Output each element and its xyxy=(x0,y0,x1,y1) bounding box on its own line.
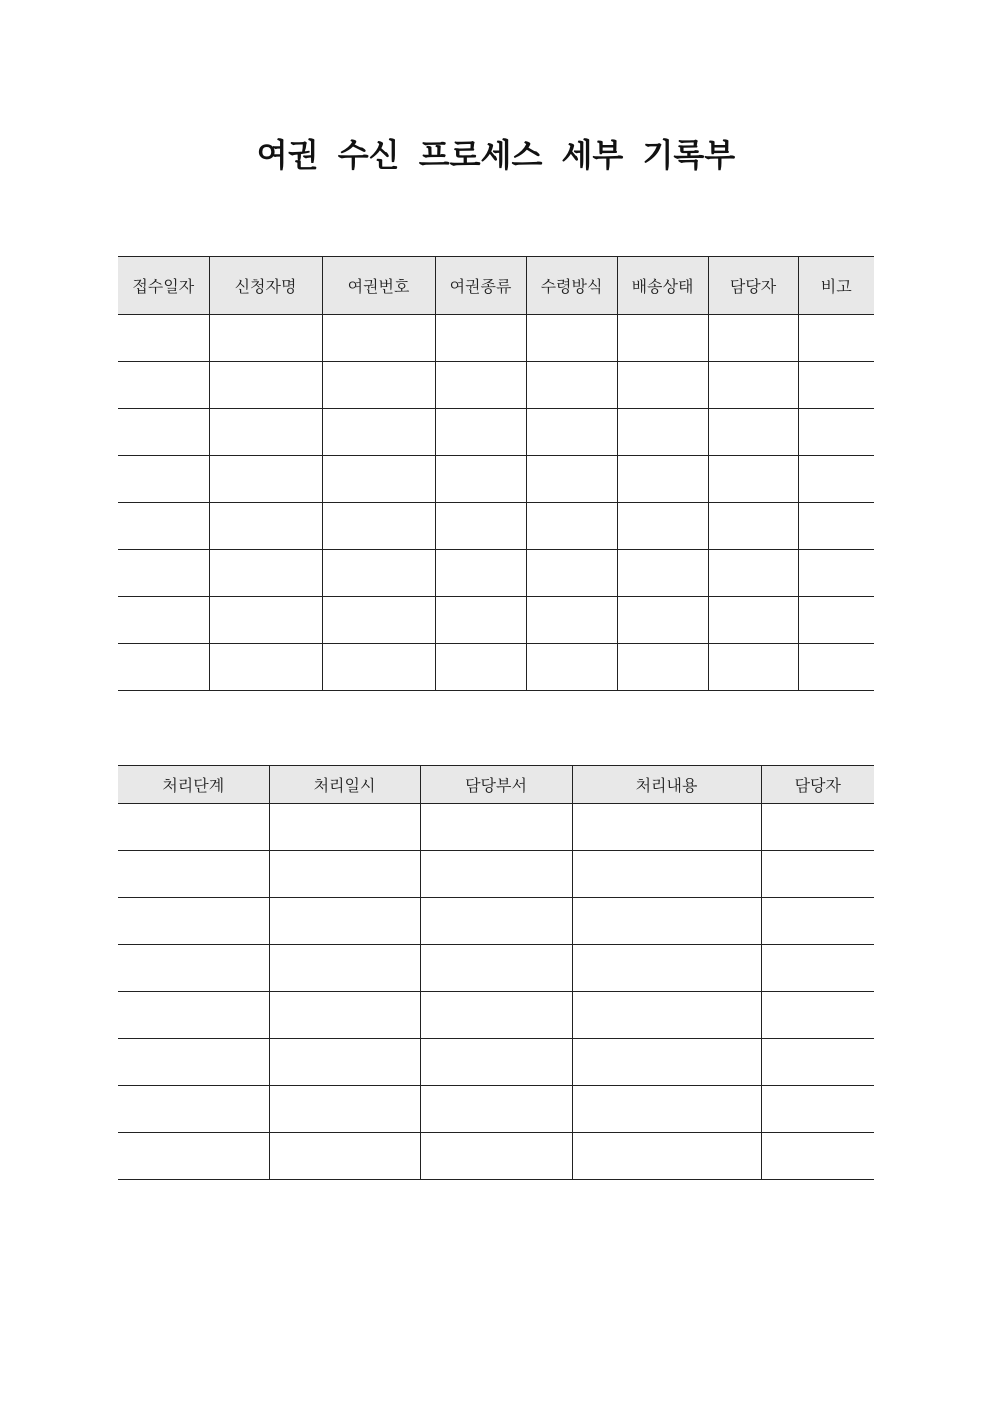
table-cell[interactable] xyxy=(761,1086,874,1133)
table-cell[interactable] xyxy=(617,409,708,456)
table-cell[interactable] xyxy=(526,503,617,550)
table-cell[interactable] xyxy=(209,409,322,456)
passport-receipt-table xyxy=(118,256,874,691)
table-cell[interactable] xyxy=(209,456,322,503)
table-cell[interactable] xyxy=(435,550,526,597)
table-row xyxy=(118,945,874,992)
table-cell[interactable] xyxy=(322,550,435,597)
table-cell[interactable] xyxy=(118,644,209,691)
table-cell[interactable] xyxy=(209,362,322,409)
table-cell[interactable] xyxy=(572,1039,761,1086)
table-cell[interactable] xyxy=(118,945,269,992)
table-cell[interactable] xyxy=(322,597,435,644)
table-cell[interactable] xyxy=(269,1039,420,1086)
table-cell[interactable] xyxy=(526,456,617,503)
table-cell[interactable] xyxy=(420,851,572,898)
table-row xyxy=(118,362,874,409)
table-cell[interactable] xyxy=(118,1086,269,1133)
table-cell[interactable] xyxy=(617,550,708,597)
process-table-body xyxy=(118,804,874,1180)
table-cell[interactable] xyxy=(617,315,708,362)
table-cell[interactable] xyxy=(708,362,798,409)
table-cell[interactable] xyxy=(572,1133,761,1180)
table-cell[interactable] xyxy=(269,851,420,898)
table-cell[interactable] xyxy=(617,503,708,550)
table-cell[interactable] xyxy=(526,644,617,691)
table-cell[interactable] xyxy=(269,1086,420,1133)
column-header-staff: 담당자 xyxy=(761,766,874,804)
table-cell[interactable] xyxy=(420,1039,572,1086)
column-header-process-stage: 처리단계 xyxy=(118,766,269,804)
table-cell[interactable] xyxy=(435,456,526,503)
processing-history-table xyxy=(118,765,874,1180)
column-header-receive-method: 수령방식 xyxy=(526,257,617,315)
table-cell[interactable] xyxy=(269,992,420,1039)
table-cell[interactable] xyxy=(435,503,526,550)
table-cell[interactable] xyxy=(322,644,435,691)
table-cell[interactable] xyxy=(526,597,617,644)
table-cell[interactable] xyxy=(798,456,874,503)
table-cell[interactable] xyxy=(118,362,209,409)
table-row xyxy=(118,550,874,597)
table-cell[interactable] xyxy=(269,898,420,945)
table-cell[interactable] xyxy=(420,992,572,1039)
table-cell[interactable] xyxy=(118,1039,269,1086)
table-cell[interactable] xyxy=(209,550,322,597)
table-cell[interactable] xyxy=(708,456,798,503)
table-cell[interactable] xyxy=(322,503,435,550)
table-cell[interactable] xyxy=(572,1086,761,1133)
table-cell[interactable] xyxy=(322,409,435,456)
table-cell[interactable] xyxy=(761,804,874,851)
table-header-row xyxy=(118,257,874,315)
column-header-staff: 담당자 xyxy=(708,257,798,315)
table-cell[interactable] xyxy=(322,315,435,362)
column-header-delivery-status: 배송상태 xyxy=(617,257,708,315)
table-cell[interactable] xyxy=(761,1133,874,1180)
column-header-applicant-name: 신청자명 xyxy=(209,257,322,315)
table-cell[interactable] xyxy=(269,945,420,992)
table-cell[interactable] xyxy=(420,1133,572,1180)
table-cell[interactable] xyxy=(526,315,617,362)
table-cell[interactable] xyxy=(118,992,269,1039)
table-cell[interactable] xyxy=(322,362,435,409)
table-row xyxy=(118,1086,874,1133)
column-header-process-details: 처리내용 xyxy=(572,766,761,804)
table-cell[interactable] xyxy=(118,1133,269,1180)
table-row xyxy=(118,851,874,898)
table-cell[interactable] xyxy=(269,1133,420,1180)
table-cell[interactable] xyxy=(209,644,322,691)
table-cell[interactable] xyxy=(708,503,798,550)
table-row xyxy=(118,898,874,945)
table-cell[interactable] xyxy=(761,851,874,898)
table-row xyxy=(118,992,874,1039)
table-cell[interactable] xyxy=(798,409,874,456)
table-cell[interactable] xyxy=(118,409,209,456)
column-header-remarks: 비고 xyxy=(798,257,874,315)
table-cell[interactable] xyxy=(118,456,209,503)
table-cell[interactable] xyxy=(420,945,572,992)
table-cell[interactable] xyxy=(526,362,617,409)
table-cell[interactable] xyxy=(708,315,798,362)
table-row xyxy=(118,503,874,550)
column-header-department: 담당부서 xyxy=(420,766,572,804)
table-cell[interactable] xyxy=(617,597,708,644)
table-cell[interactable] xyxy=(572,804,761,851)
table-cell[interactable] xyxy=(118,315,209,362)
table-cell[interactable] xyxy=(572,945,761,992)
table-row xyxy=(118,644,874,691)
table-cell[interactable] xyxy=(118,898,269,945)
table-cell[interactable] xyxy=(209,503,322,550)
table-cell[interactable] xyxy=(761,945,874,992)
table-cell[interactable] xyxy=(435,362,526,409)
table-cell[interactable] xyxy=(118,851,269,898)
table-cell[interactable] xyxy=(118,597,209,644)
table-row xyxy=(118,409,874,456)
table-cell[interactable] xyxy=(572,851,761,898)
table-cell[interactable] xyxy=(526,409,617,456)
table-cell[interactable] xyxy=(761,1039,874,1086)
table-cell[interactable] xyxy=(420,898,572,945)
table-row xyxy=(118,597,874,644)
table-cell[interactable] xyxy=(118,503,209,550)
table-row xyxy=(118,1039,874,1086)
table-cell[interactable] xyxy=(435,315,526,362)
column-header-passport-type: 여권종류 xyxy=(435,257,526,315)
table-cell[interactable] xyxy=(572,898,761,945)
receipt-table-body xyxy=(118,315,874,691)
table-cell[interactable] xyxy=(435,597,526,644)
table-row xyxy=(118,315,874,362)
table-cell[interactable] xyxy=(572,992,761,1039)
page-title: 여권 수신 프로세스 세부 기록부 xyxy=(256,136,736,174)
table-cell[interactable] xyxy=(708,597,798,644)
table-cell[interactable] xyxy=(118,804,269,851)
table-cell[interactable] xyxy=(708,644,798,691)
table-header-row xyxy=(118,766,874,804)
table-cell[interactable] xyxy=(708,550,798,597)
table-cell[interactable] xyxy=(798,362,874,409)
table-cell[interactable] xyxy=(322,456,435,503)
column-header-process-datetime: 처리일시 xyxy=(269,766,420,804)
table-cell[interactable] xyxy=(420,804,572,851)
table-cell[interactable] xyxy=(798,315,874,362)
table-cell[interactable] xyxy=(798,597,874,644)
table-cell[interactable] xyxy=(526,550,617,597)
table-row xyxy=(118,804,874,851)
table-cell[interactable] xyxy=(617,362,708,409)
table-cell[interactable] xyxy=(617,644,708,691)
table-cell[interactable] xyxy=(435,409,526,456)
column-header-passport-number: 여권번호 xyxy=(322,257,435,315)
table-cell[interactable] xyxy=(209,597,322,644)
table-cell[interactable] xyxy=(269,804,420,851)
table-cell[interactable] xyxy=(118,550,209,597)
table-cell[interactable] xyxy=(708,409,798,456)
column-header-receipt-date: 접수일자 xyxy=(118,257,209,315)
table-cell[interactable] xyxy=(761,992,874,1039)
table-cell[interactable] xyxy=(435,644,526,691)
table-cell[interactable] xyxy=(617,456,708,503)
table-row xyxy=(118,1133,874,1180)
table-cell[interactable] xyxy=(798,503,874,550)
table-cell[interactable] xyxy=(798,644,874,691)
table-cell[interactable] xyxy=(761,898,874,945)
table-cell[interactable] xyxy=(798,550,874,597)
table-cell[interactable] xyxy=(420,1086,572,1133)
table-row xyxy=(118,456,874,503)
table-cell[interactable] xyxy=(209,315,322,362)
